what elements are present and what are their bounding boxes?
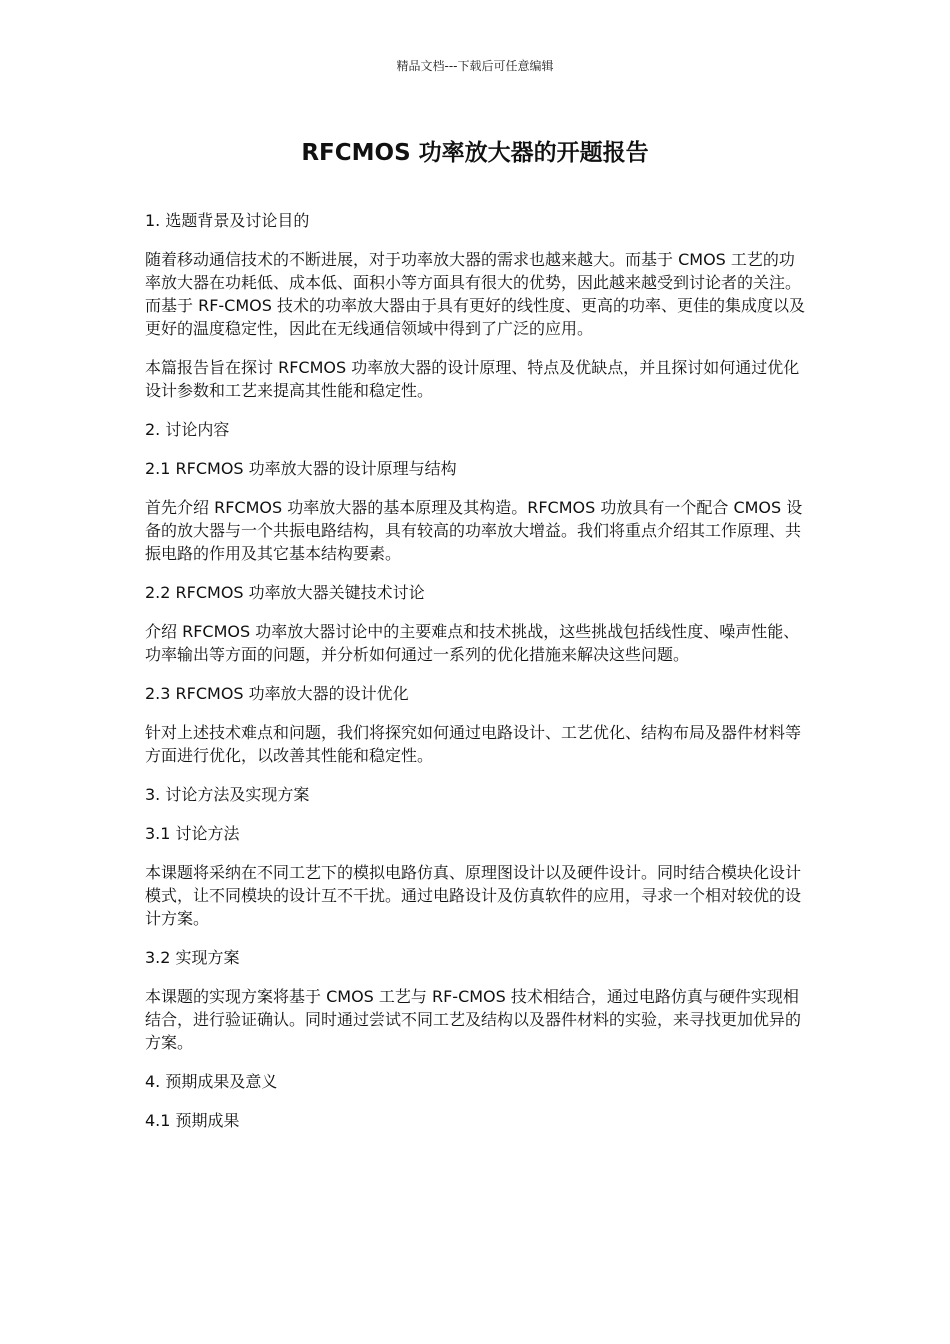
document-title: RFCMOS 功率放大器的开题报告: [301, 140, 649, 166]
paragraph-design-optimization: 针对上述技术难点和问题，我们将探究如何通过电路设计、工艺优化、结构布局及器件材料等方面进行优化，以改善其性能和稳定性。: [145, 723, 802, 765]
paragraph-method: 本课题将采纳在不同工艺下的模拟电路仿真、原理图设计以及硬件设计。同时结合模块化设计模式，让不同模块的设计互不干扰。通过电路设计及仿真软件的应用，寻求一个相对较优的设计方案。: [145, 863, 802, 928]
section-heading-2: 2. 讨论内容: [145, 420, 230, 439]
subsection-heading-3-1: 3.1 讨论方法: [145, 824, 240, 843]
subsection-heading-4-1: 4.1 预期成果: [145, 1111, 240, 1130]
subsection-heading-2-1: 2.1 RFCMOS 功率放大器的设计原理与结构: [145, 459, 457, 478]
page-header-note: 精品文档---下载后可任意编辑: [396, 59, 554, 73]
section-heading-3: 3. 讨论方法及实现方案: [145, 785, 310, 804]
paragraph-implementation: 本课题的实现方案将基于 CMOS 工艺与 RF-CMOS 技术相结合，通过电路仿真与硬件实现相结合，进行验证确认。同时通过尝试不同工艺及结构以及器件材料的实验，来寻找更加优异的方案。: [145, 987, 802, 1052]
paragraph-design-principle: 首先介绍 RFCMOS 功率放大器的基本原理及其构造。RFCMOS 功放具有一个配合 CMOS 设备的放大器与一个共振电路结构，具有较高的功率放大增益。我们将重点介绍其工作原理、共振电路的作用及其它基本结构要素。: [145, 498, 803, 563]
section-heading-1: 1. 选题背景及讨论目的: [145, 211, 310, 230]
subsection-heading-3-2: 3.2 实现方案: [145, 948, 240, 967]
subsection-heading-2-3: 2.3 RFCMOS 功率放大器的设计优化: [145, 684, 409, 703]
section-heading-4: 4. 预期成果及意义: [145, 1072, 278, 1091]
paragraph-purpose: 本篇报告旨在探讨 RFCMOS 功率放大器的设计原理、特点及优缺点，并且探讨如何通过优化设计参数和工艺来提高其性能和稳定性。: [145, 358, 800, 400]
document-body: [145, 209, 810, 1148]
paragraph-key-technology: 介绍 RFCMOS 功率放大器讨论中的主要难点和技术挑战，这些挑战包括线性度、噪声性能、功率输出等方面的问题，并分析如何通过一系列的优化措施来解决这些问题。: [145, 622, 800, 664]
subsection-heading-2-2: 2.2 RFCMOS 功率放大器关键技术讨论: [145, 583, 425, 602]
paragraph-background: 随着移动通信技术的不断进展，对于功率放大器的需求也越来越大。而基于 CMOS 工艺的功率放大器在功耗低、成本低、面积小等方面具有很大的优势，因此越来越受到讨论者的关注。而基于 RF-CMOS 技术的功率放大器由于具有更好的线性度、更高的功率、更佳的集成度以及更好的温度稳定性，因此在无线通信领域中得到了广泛的应用。: [145, 250, 805, 338]
